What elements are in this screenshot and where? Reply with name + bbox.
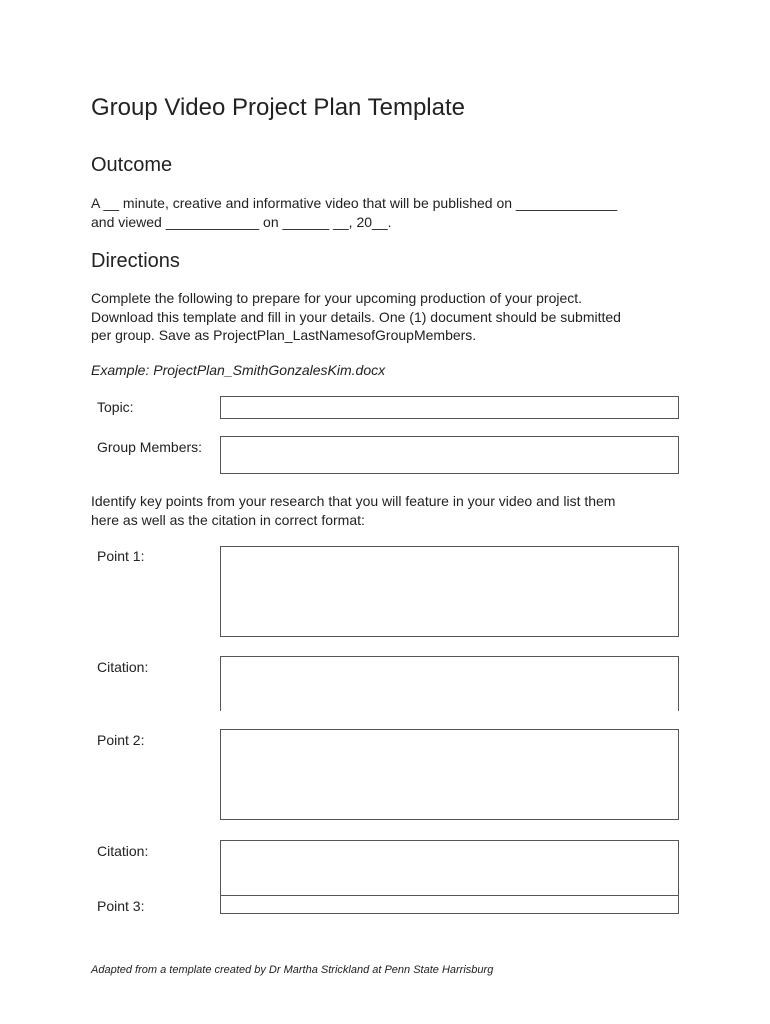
directions-line-1: Complete the following to prepare for your upcoming production of your project. [91,290,583,306]
point-3-label: Point 3: [97,898,145,914]
topic-label: Topic: [97,399,134,415]
point-2-label: Point 2: [97,732,145,748]
point-2-input-box[interactable] [220,729,679,820]
outcome-line-1: A __ minute, creative and informative video that will be published on _____________ [91,195,618,211]
citation-1-input-box[interactable] [220,656,679,711]
footer-credit: Adapted from a template created by Dr Martha Strickland at Penn State Harrisburg [91,964,494,976]
outcome-heading: Outcome [91,154,173,176]
research-line-2: here as well as the citation in correct format: [91,511,365,528]
directions-line-2: Download this template and fill in your details. One (1) document should be submitted [91,308,621,325]
topic-input-box[interactable] [220,396,679,419]
page-title: Group Video Project Plan Template [91,94,466,121]
point-1-label: Point 1: [97,548,145,564]
filename-example: Example: ProjectPlan_SmithGonzalesKim.docx [91,362,386,378]
group-members-label: Group Members: [97,439,203,455]
directions-line-3: per group. Save as ProjectPlan_LastNamesofGroupMembers. [91,327,477,343]
research-line-1: Identify key points from your research that you will feature in your video and list them [91,493,616,509]
outcome-paragraph [91,194,691,231]
citation-2-label: Citation: [97,843,149,859]
point-3-input-box[interactable] [220,895,679,914]
point-1-input-box[interactable] [220,546,679,637]
research-instructions [91,492,691,529]
directions-paragraph [91,289,691,345]
citation-1-label: Citation: [97,659,149,675]
outcome-line-2: and viewed ____________ on ______ __, 20__. [91,213,392,230]
citation-2-input-box[interactable] [220,840,679,896]
directions-heading: Directions [91,250,180,272]
group-members-input-box[interactable] [220,436,679,474]
